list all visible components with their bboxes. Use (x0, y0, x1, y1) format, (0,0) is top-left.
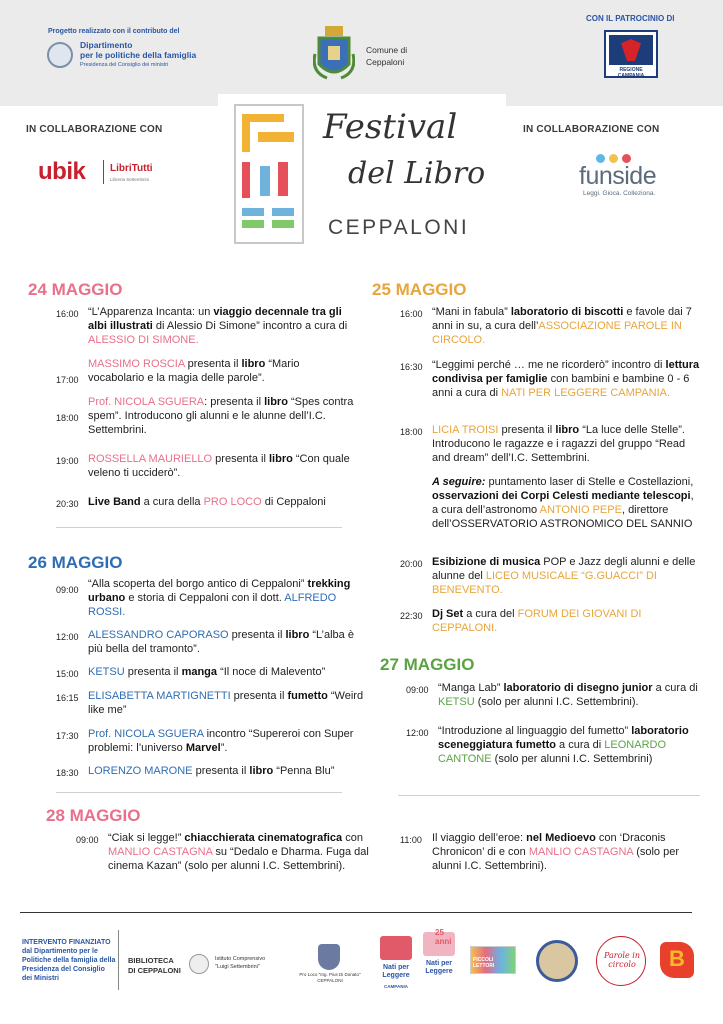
event-26-2: 12:00 ALESSANDRO CAPORASO presenta il libro “L’alba è più bella del tramonto”. (56, 629, 354, 655)
event-26-1: 09:00 “Alla scoperta del borgo antico di Ceppaloni” trekking urbano e storia di Ceppaloni con il dott. ALFREDO ROSSI. (56, 578, 351, 618)
istituto-emblem-icon (189, 954, 209, 974)
event-24-5: 20:30 Live Band a cura della PRO LOCO di Ceppaloni (56, 496, 326, 509)
funside-logo: funside (579, 162, 657, 190)
event-25-6: 22:30 Dj Set a cura del FORUM DEI GIOVANI DI CEPPALONI. (400, 608, 642, 634)
event-28-1: 09:00 “Ciak si legge!” chiacchierata cinematografica con MANLIO CASTAGNA su “Dedalo e Dharma. Fuga dal cinema Kazan” (solo per alunni I.C. Settembrini). (76, 832, 369, 872)
event-27-1: 09:00 “Manga Lab” laboratorio di disegno junior a cura di KETSU (solo per alunni I.C. Settembrini). (406, 682, 698, 708)
logo-divider (103, 160, 104, 184)
divider-26 (56, 792, 342, 793)
event-25-1: 16:00 “Mani in fabula” laboratorio di biscotti e favole dai 7 anni in su, a cura dell’ASSOCIAZIONE PAROLE IN CIRCOLO. (400, 306, 692, 346)
event-24-4: 19:00 ROSSELLA MAURIELLO presenta il libro “Con quale veleno ti ucciderò”. (56, 453, 350, 479)
project-line: Progetto realizzato con il contributo del (48, 28, 180, 35)
biblioteca-label: BIBLIOTECA DI CEPPALONI (128, 956, 181, 975)
event-27-2: 12:00 “Introduzione al linguaggio del fumetto” laboratorio sceneggiatura fumetto a cura di LEONARDO CANTONE (solo per alunni I.C. Settembrini) (406, 725, 689, 765)
event-26-6: 18:30 LORENZO MARONE presenta il libro “Penna Blu” (56, 765, 335, 778)
collab-left-label: IN COLLABORAZIONE CON (26, 124, 163, 135)
libritutti-sub: Libreria Settembrini (110, 177, 150, 182)
collab-right-label: IN COLLABORAZIONE CON (523, 124, 660, 135)
patrocinio-label: CON IL PATROCINIO DI (586, 14, 675, 23)
event-24-3: 18:00 Prof. NICOLA SGUERA: presenta il libro “Spes contra spem”. Introducono gli alunni e le alunne dell’I.C. Settembrini. (56, 396, 354, 436)
comune-crest-icon (313, 24, 355, 82)
department-sub: Presidenza del Consiglio dei ministri (80, 62, 169, 68)
day-heading-25: 25 MAGGIO (372, 280, 467, 299)
festival-subtitle: del Libro (348, 156, 486, 191)
nati-per-leggere-logo: Nati per Leggere CAMPANIA (378, 934, 414, 992)
department-name: Dipartimento per le politiche della famiglia (80, 40, 197, 60)
funding-note: INTERVENTO FINANZIATO dal Dipartimento per le Politiche della famiglia della Presidenza del Consiglio dei Ministri (22, 939, 116, 982)
festival-city: CEPPALONI (328, 216, 470, 239)
footer-separator (118, 930, 119, 990)
day-heading-26: 26 MAGGIO (28, 553, 123, 572)
day-heading-28: 28 MAGGIO (46, 806, 141, 825)
proloco-crest-icon (318, 944, 340, 970)
bee-logo-icon: B (660, 942, 694, 978)
festival-title: Festival (323, 107, 458, 147)
footer-divider (20, 912, 692, 913)
event-28-2: 11:00 Il viaggio dell’eroe: nel Medioevo con ‘Draconis Chronicon’ di e con MANLIO CASTAGNA (solo per alunni I.C. Settembrini). (400, 832, 680, 872)
divider-27 (398, 795, 700, 796)
istituto-label: Istituto Comprensivo "Luigi Settembrini" (215, 956, 266, 970)
event-26-5: 17:30 Prof. NICOLA SGUERA incontro “Supereroi con Super problemi: l’universo Marvel”. (56, 728, 354, 754)
republic-emblem-icon (47, 42, 73, 68)
event-25-4: A seguire: puntamento laser di Stelle e Costellazioni, osservazioni dei Corpi Celesti mediante telescopi, a cura dell’astronomo ANTONIO PEPE, direttore dell’OSSERVATORIO ASTRONOMICO DEL SANNIO (432, 476, 694, 530)
ubik-logo: ubik (38, 158, 86, 185)
proloco-label: Pro Loco "Ing. Pius Di Donato" CEPPALONI (299, 972, 361, 983)
event-24-1: 16:00 “L’Apparenza Incanta: un viaggio decennale tra gli albi illustrati di Alessio Di Simone” incontro a cura di ALESSIO DI SIMONE. (56, 306, 348, 346)
regione-campania-logo: REGIONE CAMPANIA (604, 30, 658, 78)
comune-name: Comune di Ceppaloni (366, 45, 408, 67)
event-25-5: 20:00 Esibizione di musica POP e Jazz degli alunni e delle alunne del LICEO MUSICALE “G.GUACCI” DI BENEVENTO. (400, 556, 696, 596)
piccoli-lettori-logo: PICCOLI LETTORI (470, 946, 516, 974)
books-icon (234, 104, 304, 244)
event-24-2: 17:00 MASSIMO ROSCIA presenta il libro “Mario vocabolario e la magia delle parole”. (56, 358, 300, 385)
libritutti-logo: LibriTutti (110, 163, 153, 174)
parole-in-circolo-logo: Parole in circolo (596, 936, 646, 986)
event-26-3: 15:00 KETSU presenta il manga “Il noce di Malevento” (56, 666, 326, 679)
ceppaloni-seal-icon (536, 940, 578, 982)
event-25-2: 16:30 “Leggimi perché … me ne ricorderò” incontro di lettura condivisa per famiglie con bambini e bambine 0 - 6 anni a cura di NATI PER LEGGERE CAMPANIA. (400, 359, 700, 399)
divider-24 (56, 527, 342, 528)
funside-tagline: Leggi. Gioca. Colleziona. (583, 190, 656, 197)
event-25-3: 18:00 LICIA TROISI presenta il libro “La luce delle Stelle”. Introducono le ragazze e i ragazzi del gruppo “Read and dream” dell’I.C. Settembrini. (400, 424, 686, 464)
event-26-4: 16:15 ELISABETTA MARTIGNETTI presenta il fumetto “Weird like me” (56, 690, 364, 716)
nati-per-leggere-25-logo: 25 anni Nati per Leggere (421, 928, 457, 990)
day-heading-27: 27 MAGGIO (380, 655, 475, 674)
day-heading-24: 24 MAGGIO (28, 280, 123, 299)
